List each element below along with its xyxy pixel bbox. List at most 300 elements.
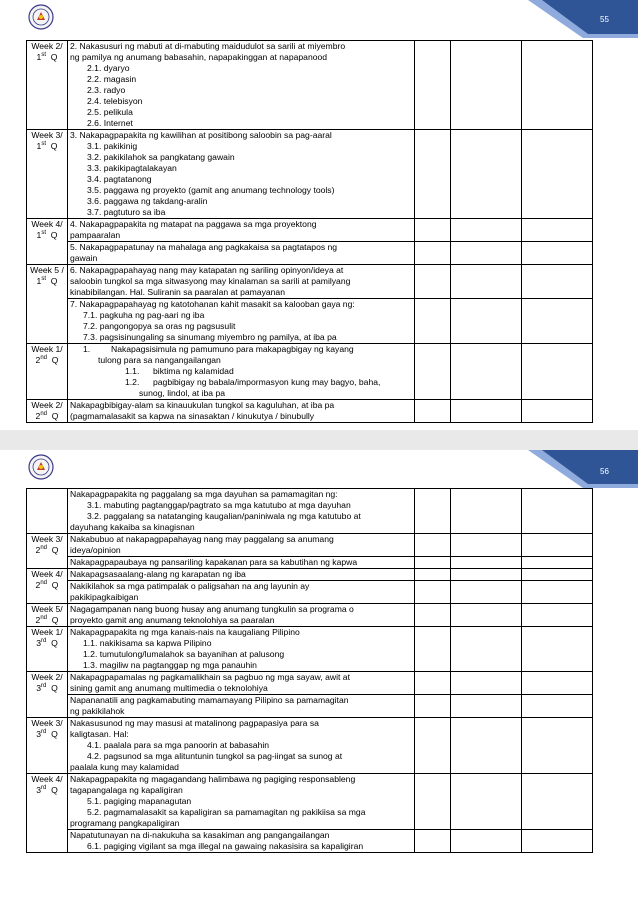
competency-cell [68,344,415,400]
competency-line [70,107,414,118]
line-text: ng pakikilahok [70,706,125,716]
competency-line [70,185,414,196]
empty-cell [451,830,522,853]
empty-cell [522,569,593,581]
competency-line [70,96,414,107]
competency-cell [68,604,415,627]
competency-line [70,63,414,74]
empty-cell [522,604,593,627]
competency-line [70,230,414,241]
quarter-suffix: rd [40,729,47,736]
competency-cell [68,557,415,569]
empty-cell [451,344,522,400]
line-text: 7.2. pangongopya sa oras ng pagsusulit [83,321,236,331]
week-label: Week 4/ [31,774,63,784]
curriculum-table [26,40,593,423]
line-text: 4.1. paalala para sa mga panoorin at babasahin [87,740,270,750]
line-text: 3.6. paggawa ng takdang-aralin [87,196,208,206]
competency-line [70,196,414,207]
quarter-q: Q [47,355,59,365]
line-text: 1.3. magiliw na pagtanggap ng mga panauhin [83,660,257,670]
quarter-q: Q [46,638,58,648]
competency-line [70,751,414,762]
line-text: Nakapagsasaalang-alang ng karapatan ng iba [70,569,246,579]
week-label: Week 2/ [31,41,63,51]
competency-line [70,41,414,52]
competency-line [70,534,414,545]
empty-cell [451,557,522,569]
quarter-q: Q [45,52,58,62]
competency-line [70,557,414,568]
empty-cell [415,672,451,695]
competency-line [70,310,414,321]
line-text: tulong para sa nangangailangan [98,355,221,365]
empty-cell [522,265,593,299]
competency-line [70,695,414,706]
empty-cell [451,569,522,581]
empty-cell [415,695,451,718]
table-row [27,265,593,299]
quarter-number: 1 [36,52,42,62]
week-cell [27,774,68,853]
line-text: Napatutunayan na di-nakukuha sa kasakiman ang pangangailangan [70,830,330,840]
week-label: Week 1/ [31,627,63,637]
quarter-q: Q [45,276,58,286]
empty-cell [415,557,451,569]
table-row [27,400,593,423]
line-text: 7. Nakapagpapahayag ng katotohanan kahit masakit sa kalooban gaya ng: [70,299,355,309]
page-number: 56 [600,467,609,476]
competency-cell [68,299,415,344]
empty-cell [451,627,522,672]
line-text: Nakapagsisimula ng pamumuno para makapagbigay ng kayang [111,344,354,354]
header-banner [528,450,638,490]
empty-cell [415,774,451,830]
competency-line [70,762,414,773]
deped-seal-icon [28,454,54,480]
line-text: 7.1. pagkuha ng pag-aari ng iba [83,310,205,320]
empty-cell [522,774,593,830]
line-text: 2.4. telebisyon [87,96,143,106]
empty-cell [451,774,522,830]
competency-line [70,545,414,556]
competency-line [70,253,414,264]
empty-cell [415,534,451,557]
line-text: Napananatili ang pagkamabuting mamamayang Pilipino sa pamamagitan [70,695,349,705]
line-text: ng pamilya ng anumang babasahin, napapakinggan at napapanood [70,52,328,62]
line-text: tagapangalaga ng kapaligiran [70,785,183,795]
week-cell [27,604,68,627]
empty-cell [522,830,593,853]
table-row [27,299,593,344]
week-label: Week 5 / [30,265,64,275]
competency-line [70,740,414,751]
quarter-q: Q [47,411,59,421]
competency-line [70,85,414,96]
competency-line [70,219,414,230]
competency-line [70,130,414,141]
competency-line [70,242,414,253]
week-cell [27,569,68,604]
competency-line [70,299,414,310]
empty-cell [415,581,451,604]
competency-line [70,841,414,852]
quarter-label [27,638,67,649]
quarter-label [27,615,67,626]
table-row [27,219,593,242]
competency-line [70,332,414,343]
week-cell [27,489,68,534]
line-text: 3.4. pagtatanong [87,174,152,184]
quarter-suffix: rd [40,683,47,690]
competency-cell [68,627,415,672]
empty-cell [415,41,451,130]
quarter-q: Q [45,230,58,240]
line-text: pampaaralan [70,230,121,240]
week-label: Week 2/ [31,400,63,410]
line-text: 1.2. tumutulong/lumalahok sa bayanihan at palusong [83,649,285,659]
quarter-number: 2 [35,545,41,555]
empty-cell [451,695,522,718]
competency-line [70,649,414,660]
table-row [27,718,593,774]
week-cell [27,265,68,344]
empty-cell [451,242,522,265]
competency-cell [68,130,415,219]
quarter-suffix: st [41,52,46,59]
quarter-number: 1 [36,230,42,240]
empty-cell [415,242,451,265]
competency-cell [68,400,415,423]
quarter-suffix: st [41,230,46,237]
empty-cell [415,344,451,400]
line-text: 6.1. pagiging vigilant sa mga illegal na gawaing nakasisira sa kapaligiran [87,841,364,851]
quarter-q: Q [45,141,58,151]
empty-cell [451,604,522,627]
table-row [27,489,593,534]
competency-cell [68,219,415,242]
line-text: 2.5. pelikula [87,107,133,117]
line-text: 2.1. dyaryo [87,63,130,73]
competency-cell [68,718,415,774]
competency-line [70,141,414,152]
table-row [27,830,593,853]
line-text: pakikipagkaibigan [70,592,139,602]
competency-line [70,366,414,377]
competency-line [70,672,414,683]
week-cell [27,41,68,130]
empty-cell [415,400,451,423]
empty-cell [522,299,593,344]
competency-line [70,522,414,533]
page-number: 55 [600,15,609,24]
line-text: programang pangkapaligiran [70,818,180,828]
week-label: Week 4/ [31,219,63,229]
quarter-number: 3 [36,638,41,648]
table-row [27,581,593,604]
quarter-number: 3 [36,683,41,693]
line-text: 1.1. nakikisama sa kapwa Pilipino [83,638,212,648]
competency-line [70,74,414,85]
line-text: 3.1. pakikinig [87,141,138,151]
curriculum-table [26,488,593,853]
quarter-label [27,785,67,796]
empty-cell [522,489,593,534]
competency-line [70,388,414,399]
line-text: 5.2. pagmamalasakit sa kapaligiran sa pamamagitan ng pakikiisa sa mga [87,807,366,817]
line-text: saloobin tungkol sa mga sitwasyong may kinalaman sa sarili at pamilyang [70,276,351,286]
quarter-label [27,52,67,63]
week-label: Week 4/ [31,569,63,579]
line-text: 3.2. paggalang sa natatanging kaugalian/paniniwala ng mga katutubo at [87,511,361,521]
competency-line [70,489,414,500]
line-text: Nakapagpapakita ng magagandang halimbawa ng pagiging responsableng [70,774,356,784]
empty-cell [415,265,451,299]
competency-line [70,807,414,818]
empty-cell [522,581,593,604]
empty-cell [451,219,522,242]
competency-line [70,796,414,807]
table-row [27,242,593,265]
competency-line [70,174,414,185]
competency-cell [68,672,415,695]
empty-cell [415,130,451,219]
empty-cell [451,718,522,774]
week-cell [27,718,68,774]
quarter-number: 3 [36,785,41,795]
week-label: Week 1/ [31,344,63,354]
empty-cell [522,718,593,774]
competency-line [70,265,414,276]
quarter-suffix: rd [40,638,47,645]
empty-cell [522,41,593,130]
week-label: Week 3/ [31,130,63,140]
line-text: (pagmamalasakit sa kapwa na sinasaktan / kinukutya / binubully [70,411,315,421]
competency-line [70,706,414,717]
line-text: gawain [70,253,98,263]
table-row [27,604,593,627]
line-text: 4.2. pagsunod sa mga alituntunin tungkol sa pag-iingat sa sunog at [87,751,343,761]
table-row [27,557,593,569]
competency-line [70,830,414,841]
quarter-number: 2 [35,580,41,590]
line-text: 3.3. pakikipagtalakayan [87,163,177,173]
empty-cell [522,242,593,265]
empty-cell [451,400,522,423]
competency-line [70,627,414,638]
competency-cell [68,41,415,130]
competency-line [70,377,414,388]
header-banner [528,0,638,40]
line-text: Nakasusunod ng may masusi at matalinong pagpapasiya para sa [70,718,319,728]
line-text: 5. Nakapagpapatunay na mahalaga ang pagkakaisa sa pagtatapos ng [70,242,338,252]
table-row [27,695,593,718]
quarter-label [27,683,67,694]
competency-cell [68,581,415,604]
line-text: 2. Nakasusuri ng mabuti at di-mabuting maidudulot sa sarili at miyembro [70,41,346,51]
quarter-label [27,411,67,422]
table-row [27,774,593,830]
line-text: 3.7. pagtuturo sa iba [87,207,166,217]
line-text: 3. Nakapagpapakita ng kawilihan at positibong saloobin sa pag-aaral [70,130,332,140]
line-text: proyekto gamit ang anumang teknolohiya sa paaralan [70,615,275,625]
list-marker: 1.2. [125,377,140,387]
quarter-number: 3 [36,729,41,739]
line-text: Nakapagpapaubaya ng pansariling kapakanan para sa kabutihan ng kapwa [70,557,358,567]
quarter-number: 2 [35,615,41,625]
week-label: Week 5/ [31,604,63,614]
week-cell [27,672,68,718]
line-text: Nakapagpapakita ng mga kanais-nais na kaugaliang Pilipino [70,627,300,637]
line-text: 3.5. paggawa ng proyekto (gamit ang anumang technology tools) [87,185,335,195]
list-marker: 1. [83,344,91,354]
week-cell [27,130,68,219]
line-text: kaligtasan. Hal: [70,729,129,739]
week-label: Week 3/ [31,534,63,544]
competency-cell [68,534,415,557]
empty-cell [451,489,522,534]
competency-line [70,411,414,422]
quarter-suffix: nd [40,580,47,587]
line-text: Nagagampanan nang buong husay ang anumang tungkulin sa programa o [70,604,354,614]
competency-line [70,344,414,355]
competency-line [70,569,414,580]
line-text: 7.3. pagsisinungaling sa sinumang miyembro ng pamilya, at iba pa [83,332,337,342]
empty-cell [522,534,593,557]
empty-cell [415,718,451,774]
competency-line [70,592,414,603]
competency-cell [68,242,415,265]
week-cell [27,400,68,423]
line-text: paalala kung may kalamidad [70,762,179,772]
line-text: Nakikilahok sa mga patimpalak o paligsahan na ang layunin ay [70,581,310,591]
empty-cell [415,299,451,344]
empty-cell [451,299,522,344]
competency-line [70,276,414,287]
line-text: 3.2. pakikilahok sa pangkatang gawain [87,152,235,162]
quarter-number: 1 [36,276,42,286]
competency-cell [68,265,415,299]
empty-cell [522,627,593,672]
line-text: sining gamit ang anumang multimedia o teknolohiya [70,683,268,693]
empty-cell [415,627,451,672]
page-56 [0,450,638,902]
competency-cell [68,489,415,534]
quarter-q: Q [46,785,58,795]
line-text: Nakapagpapamalas ng pagkamalikhain sa pagbuo ng mga sayaw, awit at [70,672,350,682]
line-text: sunog, lindol, at iba pa [139,388,226,398]
quarter-label [27,276,67,287]
competency-line [70,615,414,626]
line-text: kinabibilangan. Hal. Suliranin sa paaralan at pamayanan [70,287,285,297]
competency-line [70,660,414,671]
quarter-suffix: st [41,141,46,148]
quarter-label [27,729,67,740]
competency-line [70,355,414,366]
competency-line [70,683,414,694]
week-label: Week 3/ [31,718,63,728]
quarter-q: Q [47,580,59,590]
empty-cell [451,581,522,604]
quarter-suffix: nd [40,355,47,362]
line-text: 6. Nakapagpapahayag nang may katapatan ng sariling opinyon/ideya at [70,265,344,275]
line-text: 5.1. pagiging mapanagutan [87,796,192,806]
quarter-number: 2 [35,355,41,365]
competency-line [70,500,414,511]
competency-line [70,152,414,163]
empty-cell [522,219,593,242]
quarter-q: Q [47,615,59,625]
quarter-label [27,545,67,556]
competency-cell [68,569,415,581]
line-text: dayuhang kakaiba sa kinagisnan [70,522,195,532]
empty-cell [415,604,451,627]
empty-cell [522,557,593,569]
competency-line [70,729,414,740]
line-text: 2.2. magasin [87,74,137,84]
competency-cell [68,774,415,830]
empty-cell [451,130,522,219]
empty-cell [451,534,522,557]
empty-cell [451,41,522,130]
line-text: 4. Nakapagpapakita ng matapat na paggawa sa mga proyektong [70,219,317,229]
empty-cell [415,489,451,534]
competency-line [70,207,414,218]
week-cell [27,627,68,672]
week-cell [27,344,68,400]
quarter-suffix: st [41,276,46,283]
list-marker: 1.1. [125,366,140,376]
line-text: Nakapagpapakita ng paggalang sa mga dayuhan sa pamamagitan ng: [70,489,338,499]
empty-cell [451,265,522,299]
table-row [27,569,593,581]
line-text: Nakapagbibigay-alam sa kinauukulan tungkol sa kaguluhan, at iba pa [70,400,335,410]
empty-cell [522,344,593,400]
competency-line [70,287,414,298]
deped-seal-icon [28,4,54,30]
table-row [27,672,593,695]
empty-cell [522,400,593,423]
line-text: 2.3. radyo [87,85,126,95]
empty-cell [415,219,451,242]
competency-line [70,774,414,785]
quarter-suffix: nd [40,545,47,552]
table-row [27,41,593,130]
empty-cell [415,830,451,853]
line-text: ideya/opinion [70,545,121,555]
quarter-suffix: rd [40,785,47,792]
competency-line [70,604,414,615]
empty-cell [522,695,593,718]
week-cell [27,534,68,569]
line-text: 2.6. Internet [87,118,133,128]
quarter-number: 2 [35,411,41,421]
competency-line [70,581,414,592]
line-text: Nakabubuo at nakapagpapahayag nang may paggalang sa anumang [70,534,334,544]
table-row [27,344,593,400]
competency-line [70,785,414,796]
line-text: 3.1. mabuting pagtanggap/pagtrato sa mga katutubo at mga dayuhan [87,500,351,510]
quarter-q: Q [46,683,58,693]
quarter-suffix: nd [40,615,47,622]
table-row [27,534,593,557]
competency-line [70,818,414,829]
competency-cell [68,695,415,718]
page-55 [0,0,638,430]
competency-cell [68,830,415,853]
competency-line [70,163,414,174]
week-label: Week 2/ [31,672,63,682]
